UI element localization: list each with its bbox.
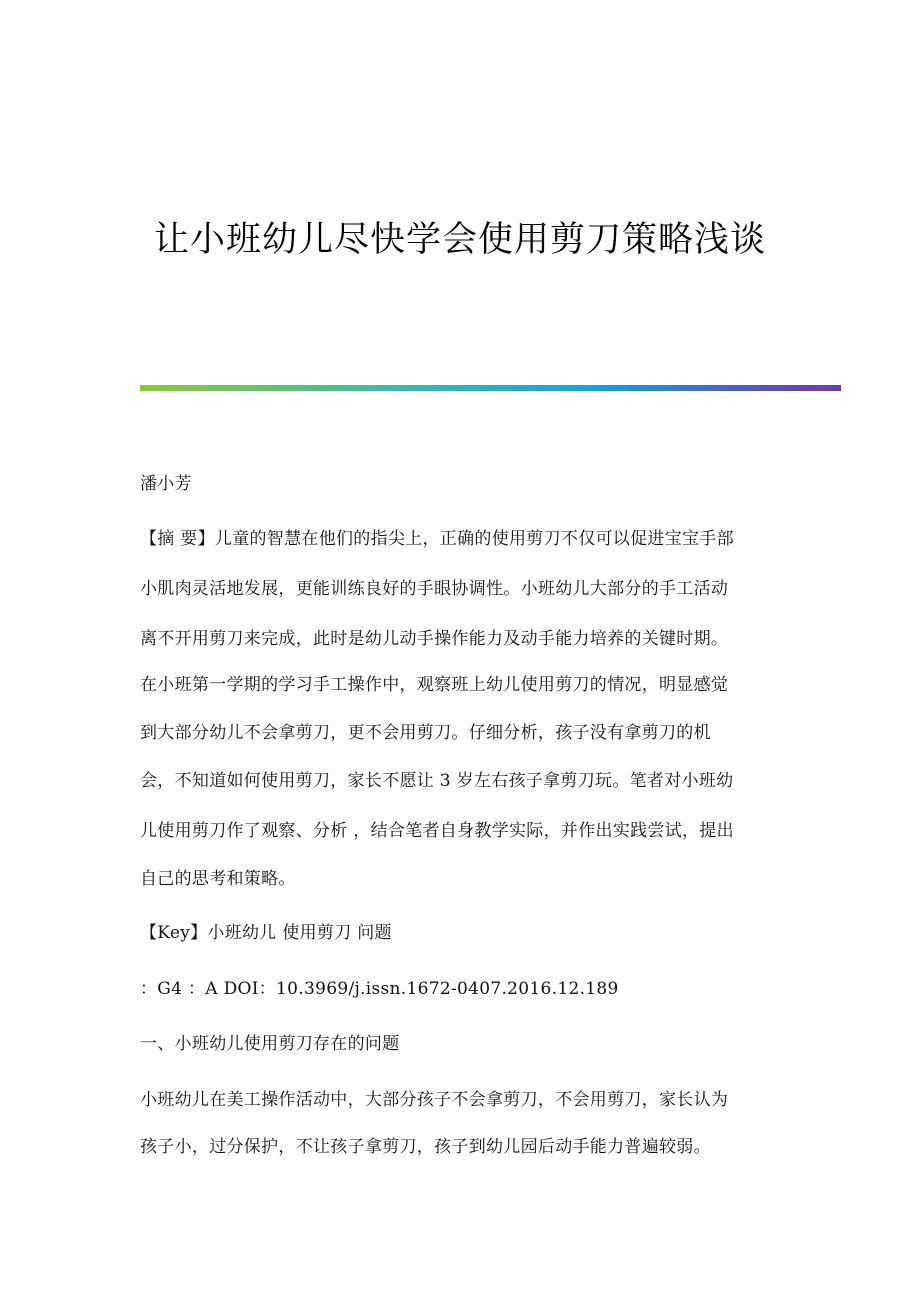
abstract-line: 儿使用剪刀作了观察、分析 ，结合笔者自身教学实际，并作出实践尝试，提出 [140, 821, 734, 841]
section-heading: 一、小班幼儿使用剪刀存在的问题 [140, 1034, 400, 1054]
abstract-line: 到大部分幼儿不会拿剪刀，更不会用剪刀。仔细分析，孩子没有拿剪刀的机 [140, 723, 711, 743]
abstract-line: 会，不知道如何使用剪刀，家长不愿让 3 岁左右孩子拿剪刀玩。笔者对小班幼 [140, 771, 734, 791]
abstract-line: 离不开用剪刀来完成，此时是幼儿动手操作能力及动手能力培养的关键时期。 [140, 629, 729, 649]
body-line: 孩子小，过分保护，不让孩子拿剪刀，孩子到幼儿园后动手能力普遍较弱。 [140, 1137, 711, 1157]
title-divider [140, 385, 841, 391]
abstract-line: 在小班第一学期的学习手工操作中，观察班上幼儿使用剪刀的情况，明显感觉 [140, 675, 729, 695]
author-name: 潘小芳 [140, 474, 192, 494]
abstract-line: 小肌肉灵活地发展，更能训练良好的手眼协调性。小班幼儿大部分的手工活动 [140, 579, 729, 599]
doi-line: ：G4 ：A DOI：10.3969/j.issn.1672-0407.2016.12.189 [140, 979, 619, 999]
abstract-line: 自己的思考和策略。 [140, 869, 296, 889]
abstract-line: 【摘 要】儿童的智慧在他们的指尖上，正确的使用剪刀不仅可以促进宝宝手部 [140, 529, 734, 549]
document-title: 让小班幼儿尽快学会使用剪刀策略浅谈 [153, 220, 766, 260]
body-line: 小班幼儿在美工操作活动中，大部分孩子不会拿剪刀，不会用剪刀，家长认为 [140, 1090, 729, 1110]
keywords: 【Key】小班幼儿 使用剪刀 问题 [140, 923, 392, 943]
